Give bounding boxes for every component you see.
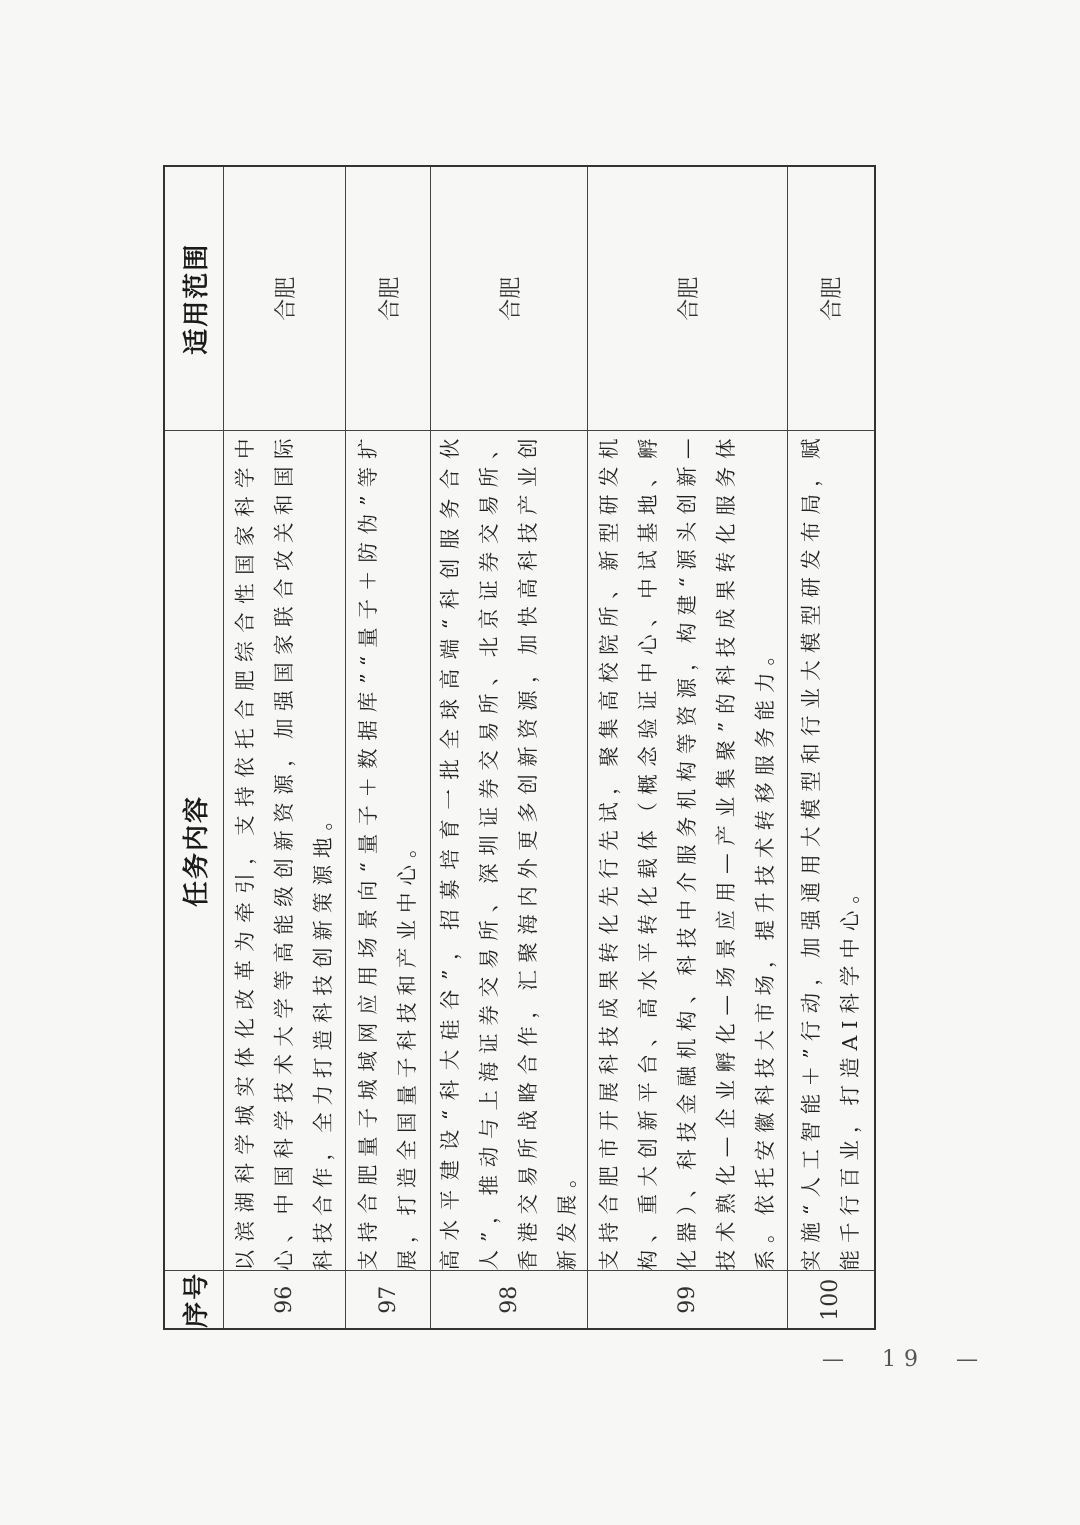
page-number: — 19 — [822, 1347, 986, 1372]
table-row [224, 166, 346, 1329]
table-row [346, 166, 431, 1329]
task-table [163, 165, 876, 1330]
row-content: 支持合肥市开展科技成果转化先行先试，聚集高校院所、新型研发机构、重大创新平台、高水平转化载体（概念验证中心、中试基地、孵化器）、科技金融机构、科技中介服务机构等资源，构建“源头创新—技术熟化—企业孵化—场景应用—产业集聚”的科技成果转化服务体系。依托安徽科技大市场，提升技术转移服务能力。 [588, 431, 788, 1271]
row-content: 高水平建设“科大硅谷”，招募培育一批全球高端“科创服务合伙人”，推动与上海证券交易所、深圳证券交易所、北京证券交易所、香港交易所战略合作，汇聚海内外更多创新资源，加快高科技产业创新发展。 [431, 431, 588, 1271]
row-scope: 合肥 [588, 166, 788, 431]
header-scope: 适用范围 [164, 166, 224, 431]
header-task-content: 任务内容 [164, 431, 224, 1271]
row-number: 99 [588, 1271, 788, 1329]
table-row [588, 166, 788, 1329]
row-scope: 合肥 [224, 166, 346, 431]
rotated-table-container [163, 167, 862, 1330]
row-scope: 合肥 [788, 166, 875, 431]
row-number: 100 [788, 1271, 875, 1329]
header-serial-number: 序号 [164, 1271, 224, 1329]
row-content: 以滨湖科学城实体化改革为牵引，支持依托合肥综合性国家科学中心、中国科学技术大学等高能级创新资源，加强国家联合攻关和国际科技合作，全力打造科技创新策源地。 [224, 431, 346, 1271]
table-row [788, 166, 875, 1329]
row-number: 98 [431, 1271, 588, 1329]
row-number: 96 [224, 1271, 346, 1329]
document-table-region [163, 167, 862, 1330]
row-content: 实施“人工智能＋”行动，加强通用大模型和行业大模型研发布局，赋能千行百业，打造AI科学中心。 [788, 431, 875, 1271]
table-row [431, 166, 588, 1329]
row-number: 97 [346, 1271, 431, 1329]
row-scope: 合肥 [346, 166, 431, 431]
row-scope: 合肥 [431, 166, 588, 431]
table-header-row [164, 166, 224, 1329]
row-content: 支持合肥量子城域网应用场景向“量子＋数据库”“量子＋防伪”等扩展，打造全国量子科技和产业中心。 [346, 431, 431, 1271]
